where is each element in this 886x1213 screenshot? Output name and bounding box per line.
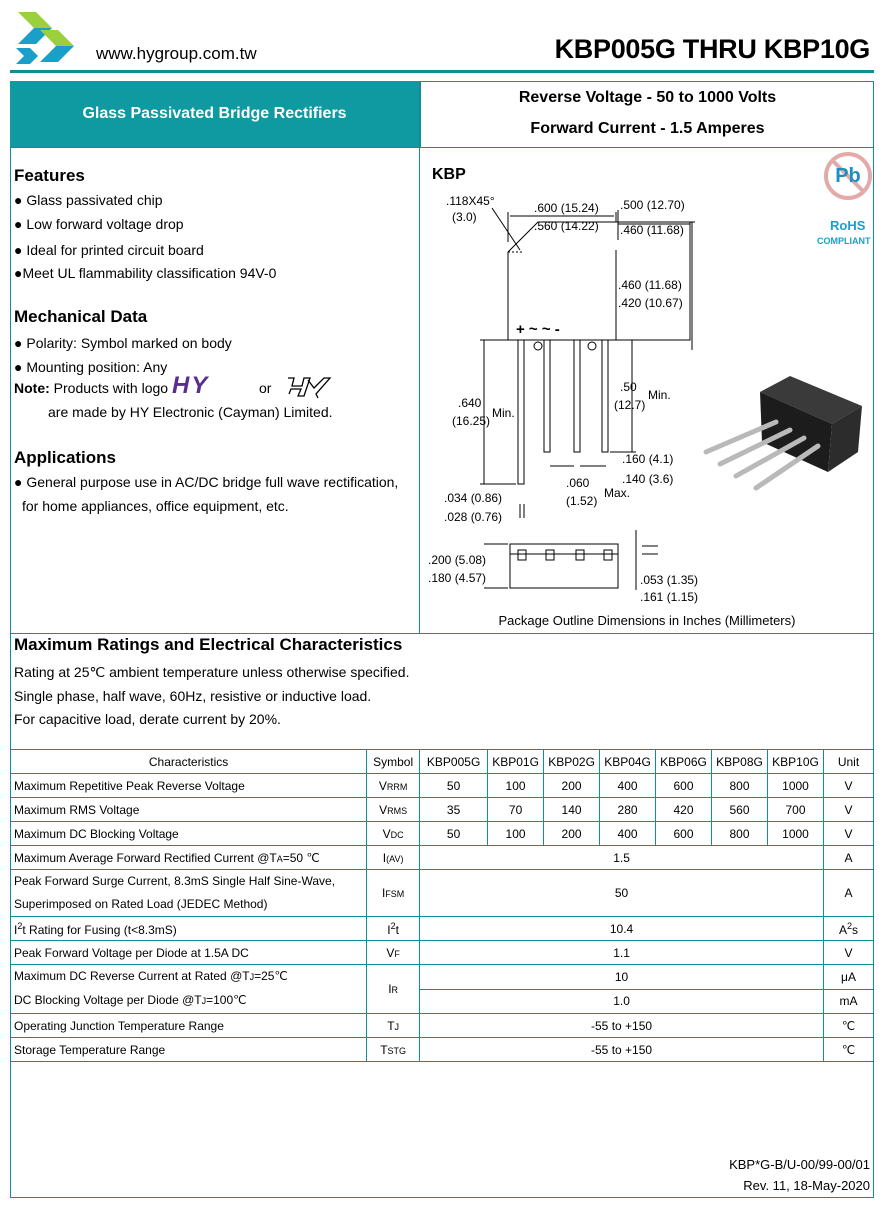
divider (10, 147, 874, 148)
mechanical-title: Mechanical Data (14, 307, 148, 326)
dim-label: .160 (4.1) (622, 452, 674, 466)
dim-label: .640 (458, 396, 482, 410)
mounting-text: ● Mounting position: Any (14, 359, 168, 375)
forward-current-summary: Forward Current - 1.5 Amperes (530, 120, 765, 137)
dim-label: (12.7) (614, 398, 646, 412)
rating-note: For capacitive load, derate current by 20%. (14, 711, 281, 727)
header-cell: KBP02G (544, 750, 600, 774)
header-cell: Symbol (367, 750, 420, 774)
header-cell: KBP04G (600, 750, 656, 774)
header-cell: Characteristics (11, 750, 367, 774)
table-row: Maximum Repetitive Peak Reverse Voltage VRRM 50 100 200 400 600 800 1000 V (11, 774, 874, 798)
hy-logo: HY (172, 372, 210, 399)
ratings-title: Maximum Ratings and Electrical Characteristics (14, 635, 403, 654)
dim-label: .053 (1.35) (640, 573, 699, 587)
header-cell: KBP08G (712, 750, 768, 774)
or-text: or (259, 380, 272, 396)
dim-label: (1.52) (566, 494, 598, 508)
svg-text:Pb: Pb (835, 165, 861, 187)
package-name: KBP (432, 166, 466, 183)
feature-item: ● Low forward voltage drop (14, 216, 184, 232)
dim-label: Min. (648, 388, 671, 402)
dim-label: (3.0) (452, 210, 477, 224)
component-photo-icon (700, 372, 866, 502)
header-cell: KBP005G (420, 750, 488, 774)
rating-note: Single phase, half wave, 60Hz, resistive or inductive load. (14, 688, 372, 704)
dim-label: (16.25) (452, 414, 491, 428)
dim-label: .500 (12.70) (620, 198, 685, 212)
feature-item: ● Glass passivated chip (14, 192, 163, 208)
table-row: 1.0 mA (11, 989, 874, 1014)
table-row: Maximum RMS Voltage VRMS 35 70 140 280 420 560 700 V (11, 798, 874, 822)
dim-label: Min. (492, 406, 515, 420)
dim-label: .600 (15.24) (534, 201, 599, 215)
website-url: www.hygroup.com.tw (96, 44, 257, 63)
applications-title: Applications (14, 448, 117, 467)
package-caption: Package Outline Dimensions in Inches (Millimeters) (498, 613, 796, 628)
table-row: Maximum Average Forward Rectified Current @TA=50 ℃ I(AV) 1.5 A (11, 846, 874, 870)
header-cell: KBP10G (768, 750, 824, 774)
divider (10, 633, 874, 634)
pb-free-icon (822, 150, 874, 202)
document-code: KBP*G-B/U-00/99-00/01 (729, 1157, 870, 1172)
note-tail: are made by HY Electronic (Cayman) Limited. (48, 404, 333, 420)
application-text: ● General purpose use in AC/DC bridge full wave rectification, (14, 474, 399, 490)
dim-label: .420 (10.67) (618, 296, 683, 310)
rohs-compliant-text: COMPLIANT (817, 236, 871, 246)
company-logo-icon (14, 10, 78, 68)
dim-label: .180 (4.57) (428, 571, 487, 585)
dim-label: .060 (566, 476, 590, 490)
reverse-voltage-summary: Reverse Voltage - 50 to 1000 Volts (518, 89, 777, 106)
features-title: Features (14, 166, 85, 185)
dim-label: .560 (14.22) (534, 219, 599, 233)
feature-item: ● Ideal for printed circuit board (14, 242, 204, 258)
dim-label: .118X45° (446, 194, 495, 208)
dim-label: Max. (604, 486, 631, 500)
revision-text: Rev. 11, 18-May-2020 (743, 1178, 870, 1193)
dim-label: .140 (3.6) (622, 472, 674, 486)
table-row: $I^2t$ Rating for Fusing (t<8.3mS) $I^2t$ 10.4 $A^2s$ (11, 917, 874, 941)
dim-label: .200 (5.08) (428, 553, 487, 567)
header-cell: KBP06G (656, 750, 712, 774)
table-row: Storage Temperature Range TSTG -55 to +150 ℃ (11, 1038, 874, 1062)
logo-note: Note: Products with logo (14, 380, 169, 396)
table-row: Maximum DC Reverse Current at Rated @TJ=25℃ DC Blocking Voltage per Diode @TJ=100℃ IR 10 μA (11, 965, 874, 990)
document-title: KBP005G THRU KBP10G (554, 34, 870, 64)
table-row: Maximum DC Blocking Voltage VDC 50 100 200 400 600 800 1000 V (11, 822, 874, 846)
dim-label: .460 (11.68) (618, 278, 682, 292)
polarity-text: ● Polarity: Symbol marked on body (14, 335, 232, 351)
dim-label: .034 (0.86) (444, 491, 503, 505)
header-cell: KBP01G (488, 750, 544, 774)
dim-label: .161 (1.15) (640, 590, 699, 604)
hy-outline-logo-icon (284, 372, 336, 400)
dim-label: .028 (0.76) (444, 510, 503, 524)
product-type-banner: Glass Passivated Bridge Rectifiers (10, 81, 419, 147)
rohs-badge: RoHS (830, 218, 866, 233)
rating-note: Rating at 25℃ ambient temperature unless otherwise specified. (14, 664, 410, 680)
table-header-row (11, 750, 874, 774)
header-rule (10, 70, 874, 73)
dim-label: .50 (620, 380, 637, 394)
pin-marks: + ~ ~ - (516, 321, 560, 338)
dim-label: .460 (11.68) (620, 223, 684, 237)
table-row: Operating Junction Temperature Range TJ -55 to +150 ℃ (11, 1014, 874, 1038)
header-cell: Unit (823, 750, 873, 774)
application-text: for home appliances, office equipment, etc. (22, 498, 289, 514)
ratings-summary (420, 81, 874, 147)
table-row: Peak Forward Surge Current, 8.3mS Single Half Sine-Wave, Superimposed on Rated Load (JEDEC Method) IFSM 50 A (11, 870, 874, 917)
feature-item: ●Meet UL flammability classification 94V-0 (14, 265, 277, 281)
table-row: Peak Forward Voltage per Diode at 1.5A DC VF 1.1 V (11, 941, 874, 965)
characteristics-table (10, 749, 874, 1062)
